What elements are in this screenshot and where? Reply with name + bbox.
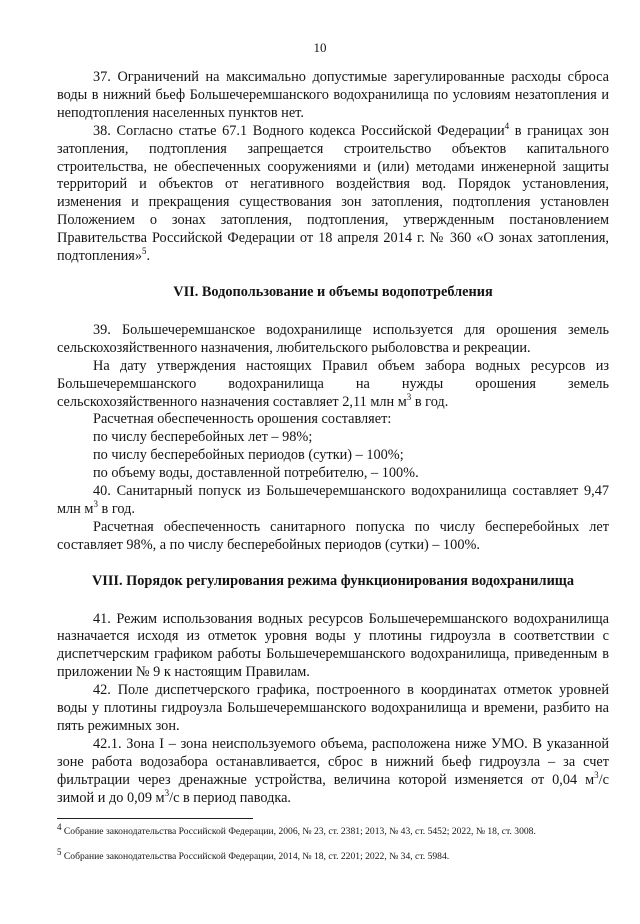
paragraph-42: 42. Поле диспетчерского графика, построенного в координатах отметок уровней воды у плотины гидроузла Большечеремшанского водохранилища и времени, разбито на пять режимных зон. (57, 682, 609, 734)
irrigation-item: по объему воды, доставленной потребителю, – 100%. (93, 465, 419, 482)
document-body (57, 69, 609, 808)
footnote-5 (57, 846, 609, 863)
irrigation-reliability-title: Расчетная обеспеченность орошения составляет: (93, 411, 392, 428)
paragraph-42-1-text-1: 42.1. Зона I – зона неиспользуемого объема, расположена ниже УМО. В указанной зоне работа водозабора останавливается, сброс в нижний бьеф гидроузла – за счет фильтрации через дренажные устройства, величина которой изменяется от 0,04 м (57, 735, 609, 788)
paragraph-40-text: 40. Санитарный попуск из Большечеремшанского водохранилища составляет 9,47 млн м (57, 483, 609, 517)
section-8-heading: VIII. Порядок регулирования режима функционирования водохранилища (91, 572, 575, 589)
paragraph-38-text-1: 38. Согласно статье 67.1 Водного кодекса Российской Федерации (93, 122, 505, 139)
paragraph-42-1-text-3: /с в период паводка. (169, 789, 292, 806)
paragraph-39: 39. Большечеремшанское водохранилище используется для орошения земель сельскохозяйственного назначения, любительского рыболовства и рекреации. (57, 321, 609, 356)
paragraph-42-1 (57, 736, 609, 808)
paragraph-38 (57, 120, 609, 266)
paragraph-39-volume-text-end: в год. (411, 393, 449, 410)
paragraph-41: 41. Режим использования водных ресурсов Большечеремшанского водохранилища назначается исходя из отметок уровня воды у плотины гидроузла в соответствии с диспетчерским графиком работы Большечеремшанского водохранилища, приведенным в приложении № 9 к настоящим Правилам. (57, 610, 609, 681)
paragraph-40 (57, 483, 609, 519)
section-7-heading: VII. Водопользование и объемы водопотребления (173, 283, 493, 300)
footnote-text: Собрание законодательства Российской Федерации, 2006, № 23, ст. 2381; 2013, № 43, ст. 5452; 2022, № 18, ст. 3008. (61, 826, 536, 837)
paragraph-42-1-text-2: /с зимой и до 0,09 м (57, 771, 609, 806)
footnote-mark: 5 (57, 846, 62, 857)
paragraph-37: 37. Ограничений на максимально допустимые зарегулированные расходы сброса воды в нижний бьеф Большечеремшанского водохранилища по условиям незатопления и неподтопления населенных пунктов нет. (57, 69, 609, 121)
cubic-superscript: 3 (164, 787, 170, 798)
cubic-superscript: 3 (594, 769, 599, 780)
footnote-text: Собрание законодательства Российской Федерации, 2014, № 18, ст. 2201; 2022, № 34, ст. 5984. (61, 851, 450, 862)
irrigation-item: по числу бесперебойных лет – 98%; (93, 429, 313, 446)
cubic-superscript: 3 (406, 391, 412, 402)
paragraph-39-volume-text: На дату утверждения настоящих Правил объем забора водных ресурсов из Большечеремшанского водохранилища на нужды орошения земель сельскохозяйственного назначения составляет 2,11 млн м (57, 357, 609, 410)
paragraph-40-text-end: в год. (97, 500, 135, 517)
footnote-ref-5: 5 (142, 246, 147, 257)
footnote-4 (57, 821, 609, 838)
paragraph-40-reliability: Расчетная обеспеченность санитарного попуска по числу бесперебойных лет составляет 98%, а по числу бесперебойных периодов (сутки) – 100%. (57, 518, 609, 553)
cubic-superscript: 3 (93, 499, 98, 510)
footnote-ref-4: 4 (504, 120, 510, 131)
paragraph-38-text-2: в границах зон затопления, подтопления запрещается строительство объектов капитального строительства, не обеспеченных сооружениями и (или) методами инженерной защиты территорий и объектов от негативного воздействия вод. Порядок установления, изменения и прекращения существования зон затопления, подтопления установлен Положением о зонах затопления, подтопления, утвержденным постановлением Правительства Российской Федерации от 18 апреля 2014 г. № 360 «О зонах затопления, подтопления» (57, 122, 609, 265)
paragraph-38-text-3: . (146, 248, 151, 265)
footnote-mark: 4 (57, 821, 62, 832)
footnote-divider (57, 818, 253, 819)
page-number: 10 (313, 40, 327, 55)
irrigation-item: по числу бесперебойных периодов (сутки) – 100%; (93, 447, 404, 464)
paragraph-39-volume (57, 358, 609, 412)
